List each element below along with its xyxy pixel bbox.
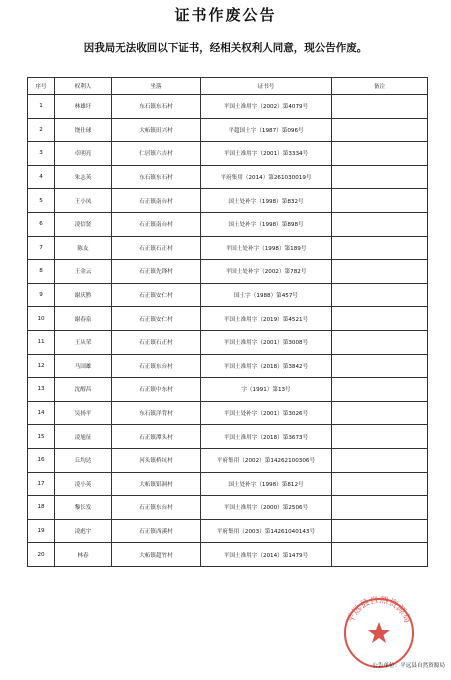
cell-no: 3 (28, 142, 55, 166)
cell-cert: 国土处补字（1998）第832号 (201, 189, 332, 213)
cell-location: 石正镇石正村 (112, 236, 201, 260)
cell-owner: 王小凤 (55, 189, 112, 213)
cell-cert: 平国土准用字（2019）第4521号 (201, 307, 332, 331)
cell-note (332, 189, 428, 213)
table-row (28, 401, 428, 425)
cell-owner: 饶仕球 (55, 118, 112, 142)
table-row (28, 307, 428, 331)
footer-label: 公告单位： (372, 663, 401, 669)
cell-cert: 平国土准用字（2018）第3842号 (201, 354, 332, 378)
cell-location: 大柘镇铝洞村 (112, 472, 201, 496)
table-row (28, 543, 428, 567)
cell-owner: 林春 (55, 543, 112, 567)
footer (372, 661, 445, 669)
cell-note (332, 260, 428, 284)
cell-no: 19 (28, 519, 55, 543)
cell-no: 9 (28, 283, 55, 307)
cell-note (332, 212, 428, 236)
cell-owner: 凌小英 (55, 472, 112, 496)
cell-cert: 字（1991）第13号 (201, 378, 332, 402)
cell-note (332, 519, 428, 543)
cell-note (332, 354, 428, 378)
cell-note (332, 95, 428, 119)
table-row (28, 142, 428, 166)
cell-note (332, 165, 428, 189)
cell-cert: 平府集用（2003）第14261040143号 (201, 519, 332, 543)
cell-owner: 谢春泉 (55, 307, 112, 331)
cell-no: 17 (28, 472, 55, 496)
cell-note (332, 401, 428, 425)
cell-cert: 平国土处补字（2001）第3026号 (201, 401, 332, 425)
cell-location: 东石镇东石村 (112, 95, 201, 119)
cell-note (332, 425, 428, 449)
header-location: 坐落 (112, 78, 201, 95)
cell-cert: 国土处补字（1998）第898号 (201, 212, 332, 236)
cell-cert: 平府集用（2014）第261030019号 (201, 165, 332, 189)
cell-owner: 卓明亮 (55, 142, 112, 166)
table-row (28, 189, 428, 213)
cell-location: 石正镇安仁村 (112, 307, 201, 331)
cell-note (332, 543, 428, 567)
cell-location: 石正镇先锋村 (112, 260, 201, 284)
cell-location: 石正镇石正村 (112, 330, 201, 354)
cell-location: 东石镇洋背村 (112, 401, 201, 425)
cell-location: 石正镇潭头村 (112, 425, 201, 449)
cell-no: 6 (28, 212, 55, 236)
cell-no: 15 (28, 425, 55, 449)
cell-cert: 平国土处补字（1998）第189号 (201, 236, 332, 260)
cell-note (332, 236, 428, 260)
cell-owner: 陈友 (55, 236, 112, 260)
cell-note (332, 330, 428, 354)
cell-no: 1 (28, 95, 55, 119)
cell-cert: 国土处补字（1998）第812号 (201, 472, 332, 496)
table-row (28, 118, 428, 142)
table-row (28, 378, 428, 402)
cell-no: 5 (28, 189, 55, 213)
cell-location: 大柘镇田兴村 (112, 118, 201, 142)
cell-cert: 平国土准用字（2001）第3334号 (201, 142, 332, 166)
cell-owner: 吴扬平 (55, 401, 112, 425)
cell-no: 16 (28, 448, 55, 472)
cell-location: 石正镇安仁村 (112, 283, 201, 307)
cell-owner: 丘均达 (55, 448, 112, 472)
header-note: 备注 (332, 78, 428, 95)
cell-location: 大柘镇超竹村 (112, 543, 201, 567)
cell-note (332, 118, 428, 142)
table-row (28, 330, 428, 354)
cell-cert: 平超国土字（1987）第096号 (201, 118, 332, 142)
cell-no: 13 (28, 378, 55, 402)
cell-owner: 凌旭征 (55, 425, 112, 449)
cell-owner: 黎长发 (55, 496, 112, 520)
table-row (28, 212, 428, 236)
cell-no: 12 (28, 354, 55, 378)
table-row (28, 425, 428, 449)
table-row (28, 283, 428, 307)
cell-cert: 平国土准用字（2002）第4079号 (201, 95, 332, 119)
table-row (28, 165, 428, 189)
cell-no: 7 (28, 236, 55, 260)
cell-owner: 凌彪宇 (55, 519, 112, 543)
cell-no: 8 (28, 260, 55, 284)
cell-cert: 平国土处补字（2002）第782号 (201, 260, 332, 284)
cell-location: 石正镇东台村 (112, 496, 201, 520)
table-row (28, 519, 428, 543)
cell-location: 石正镇南台村 (112, 212, 201, 236)
table-header (28, 78, 428, 95)
cell-note (332, 496, 428, 520)
cell-location: 仁居镇六吉村 (112, 142, 201, 166)
cell-note (332, 283, 428, 307)
seal-star-icon (368, 622, 390, 643)
cell-owner: 林雄圩 (55, 95, 112, 119)
document-title: 证书作废公告 (174, 6, 277, 24)
cell-note (332, 307, 428, 331)
cell-location: 河头镇桥坑村 (112, 448, 201, 472)
cell-location: 石正镇中东村 (112, 378, 201, 402)
cell-no: 10 (28, 307, 55, 331)
cell-no: 11 (28, 330, 55, 354)
cell-no: 20 (28, 543, 55, 567)
cell-owner: 王从荣 (55, 330, 112, 354)
table-row (28, 472, 428, 496)
notice-table (27, 77, 428, 567)
cell-owner: 沈醇昌 (55, 378, 112, 402)
table-row (28, 496, 428, 520)
cell-no: 2 (28, 118, 55, 142)
cell-cert: 平国土准用字（2001）第3008号 (201, 330, 332, 354)
table-row (28, 260, 428, 284)
cell-cert: 国土字（1988）第457号 (201, 283, 332, 307)
cell-no: 14 (28, 401, 55, 425)
cell-cert: 平国土准用字（2018）第3673号 (201, 425, 332, 449)
cell-note (332, 142, 428, 166)
table-row (28, 448, 428, 472)
cell-cert: 平国土准用字（2014）第1479号 (201, 543, 332, 567)
footer-org: 平远县自然资源局 (400, 663, 445, 669)
seal-text (345, 596, 413, 625)
official-seal (342, 596, 416, 670)
cell-owner: 王金云 (55, 260, 112, 284)
cell-location: 石正镇东台村 (112, 354, 201, 378)
seal-text-path: 平远县自然资源局 (345, 596, 413, 625)
cell-owner: 马国雄 (55, 354, 112, 378)
cell-no: 4 (28, 165, 55, 189)
cell-owner: 朱志英 (55, 165, 112, 189)
cell-location: 东石镇东石村 (112, 165, 201, 189)
cell-cert: 平府集用（2002）第14262100306号 (201, 448, 332, 472)
header-no: 序号 (28, 78, 55, 95)
cell-no: 18 (28, 496, 55, 520)
cell-note (332, 448, 428, 472)
cell-owner: 谢庆黔 (55, 283, 112, 307)
table-row (28, 354, 428, 378)
table-body (28, 95, 428, 567)
cell-cert: 平国土准用字（2000）第2506号 (201, 496, 332, 520)
header-owner: 权利人 (55, 78, 112, 95)
cell-location: 石正镇南台村 (112, 189, 201, 213)
cell-owner: 凌信贤 (55, 212, 112, 236)
document-subtitle: 因我局无法收回以下证书，经相关权利人同意，现公告作废。 (83, 42, 368, 54)
cell-location: 石正镇西溪村 (112, 519, 201, 543)
header-cert: 证书号 (201, 78, 332, 95)
cell-note (332, 472, 428, 496)
cell-note (332, 378, 428, 402)
table-row (28, 95, 428, 119)
table-row (28, 236, 428, 260)
